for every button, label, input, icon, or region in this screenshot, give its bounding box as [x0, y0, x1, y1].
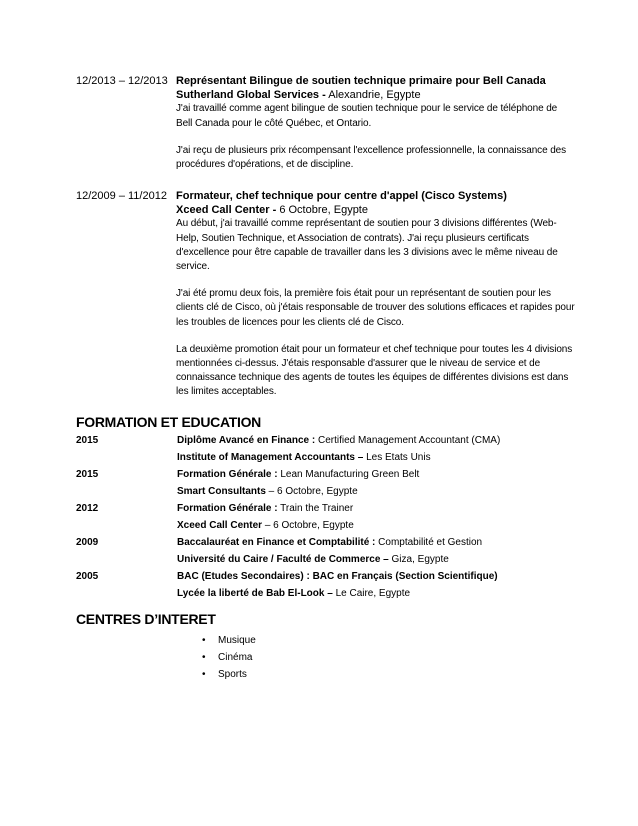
education-school-line	[177, 517, 354, 534]
job-title: Représentant Bilingue de soutien technique primaire pour Bell Canada	[176, 75, 546, 87]
education-course-line	[177, 466, 419, 483]
education-course: Baccalauréat en Finance et Comptabilité :	[177, 537, 376, 548]
interests-heading: CENTRES D’INTERET	[76, 611, 216, 627]
education-school-line	[177, 449, 500, 466]
education-school-detail: Les Etats Unis	[363, 452, 431, 463]
education-school: Smart Consultants	[177, 486, 266, 497]
company-location: Alexandrie, Egypte	[325, 89, 421, 102]
education-year: 2015	[76, 435, 99, 446]
education-year: 2009	[76, 537, 99, 548]
job-description: J'ai travaillé comme agent bilingue de soutien technique pour le service de téléphone de Bell Canada pour le côté Québec, et Ontario.	[176, 103, 558, 129]
interest-label: Musique	[218, 635, 256, 646]
list-item	[202, 649, 256, 666]
education-course: Formation Générale :	[177, 503, 278, 514]
bullet-icon: •	[202, 669, 206, 680]
education-course: Formation Générale :	[177, 469, 278, 480]
education-course-detail: Train the Trainer	[277, 503, 354, 514]
experience-body	[176, 189, 576, 400]
company-name: Xceed Call Center -	[176, 204, 277, 217]
education-school: Xceed Call Center	[177, 520, 263, 531]
education-school-line	[177, 483, 419, 500]
education-year: 2012	[76, 503, 99, 514]
experience-dates: 12/2009 – 11/2012	[76, 190, 167, 202]
company-line	[176, 88, 576, 102]
education-course-line	[177, 568, 498, 585]
education-school-detail: Le Caire, Egypte	[332, 588, 411, 599]
company-line	[176, 203, 576, 217]
job-description: La deuxième promotion était pour un formateur et chef technique pour toutes les 4 divisions mentionnées ci-dessus. J'étais responsable d'assurer que le niveau de service et de connaissance technique des agents de toutes les équipes de différentes divisions est dans les limites acceptables.	[176, 343, 573, 398]
education-lines	[177, 432, 500, 466]
job-description: J'ai été promu deux fois, la première fois était pour un représentant de soutien pour les clients clé de Cisco, où j'étais responsable de trouver des solutions efficaces et rapides pour les troubles de licences pour les clients clé de Cisco.	[176, 288, 575, 328]
interest-label: Sports	[218, 669, 247, 680]
education-school-detail: Giza, Egypte	[388, 554, 449, 565]
education-school-detail: – 6 Octobre, Egypte	[265, 486, 358, 497]
bullet-icon: •	[202, 635, 206, 646]
job-description: J'ai reçu de plusieurs prix récompensant l'excellence professionnelle, la connaissance des procédures d'opérations, et de discipline.	[176, 144, 567, 171]
education-year: 2015	[76, 469, 99, 480]
list-item	[202, 666, 256, 683]
education-school: Université du Caire / Faculté de Commerce –	[177, 554, 389, 565]
education-course: BAC (Etudes Secondaires) : BAC en Français (Section Scientifique)	[177, 571, 498, 582]
company-name: Sutherland Global Services -	[176, 89, 326, 102]
education-course-line	[177, 432, 500, 449]
education-year: 2005	[76, 571, 99, 582]
interests-list	[202, 632, 256, 683]
interest-label: Cinéma	[218, 652, 253, 663]
education-heading: FORMATION ET EDUCATION	[76, 414, 261, 430]
education-course-line	[177, 534, 482, 551]
education-course-detail: Certified Management Accountant (CMA)	[315, 435, 501, 446]
education-lines	[177, 534, 482, 568]
experience-dates: 12/2013 – 12/2013	[76, 75, 168, 87]
education-school-detail: – 6 Octobre, Egypte	[262, 520, 354, 531]
education-school: Institute of Management Accountants –	[177, 452, 364, 463]
education-course-detail: Comptabilité et Gestion	[375, 537, 483, 548]
education-course-detail: Lean Manufacturing Green Belt	[277, 469, 420, 480]
education-course: Diplôme Avancé en Finance :	[177, 435, 316, 446]
experience-body	[176, 74, 576, 172]
company-location: 6 Octobre, Egypte	[276, 204, 368, 217]
education-school-line	[177, 585, 498, 602]
education-school: Lycée la liberté de Bab El-Look –	[177, 588, 333, 599]
education-course-line	[177, 500, 354, 517]
education-lines	[177, 500, 354, 534]
job-description: Au début, j'ai travaillé comme représentant de soutien pour 3 divisions différentes (Web-Help, Soutien Technique, et Association de contrats). J'ai reçu plusieurs certificats d'excellence pour être capable de travailler dans les 3 divisions avec le même niveau de service.	[176, 218, 558, 273]
education-school-line	[177, 551, 482, 568]
education-lines	[177, 466, 419, 500]
list-item	[202, 632, 256, 649]
job-title: Formateur, chef technique pour centre d'appel (Cisco Systems)	[176, 190, 507, 202]
education-lines	[177, 568, 498, 602]
bullet-icon: •	[202, 652, 206, 663]
